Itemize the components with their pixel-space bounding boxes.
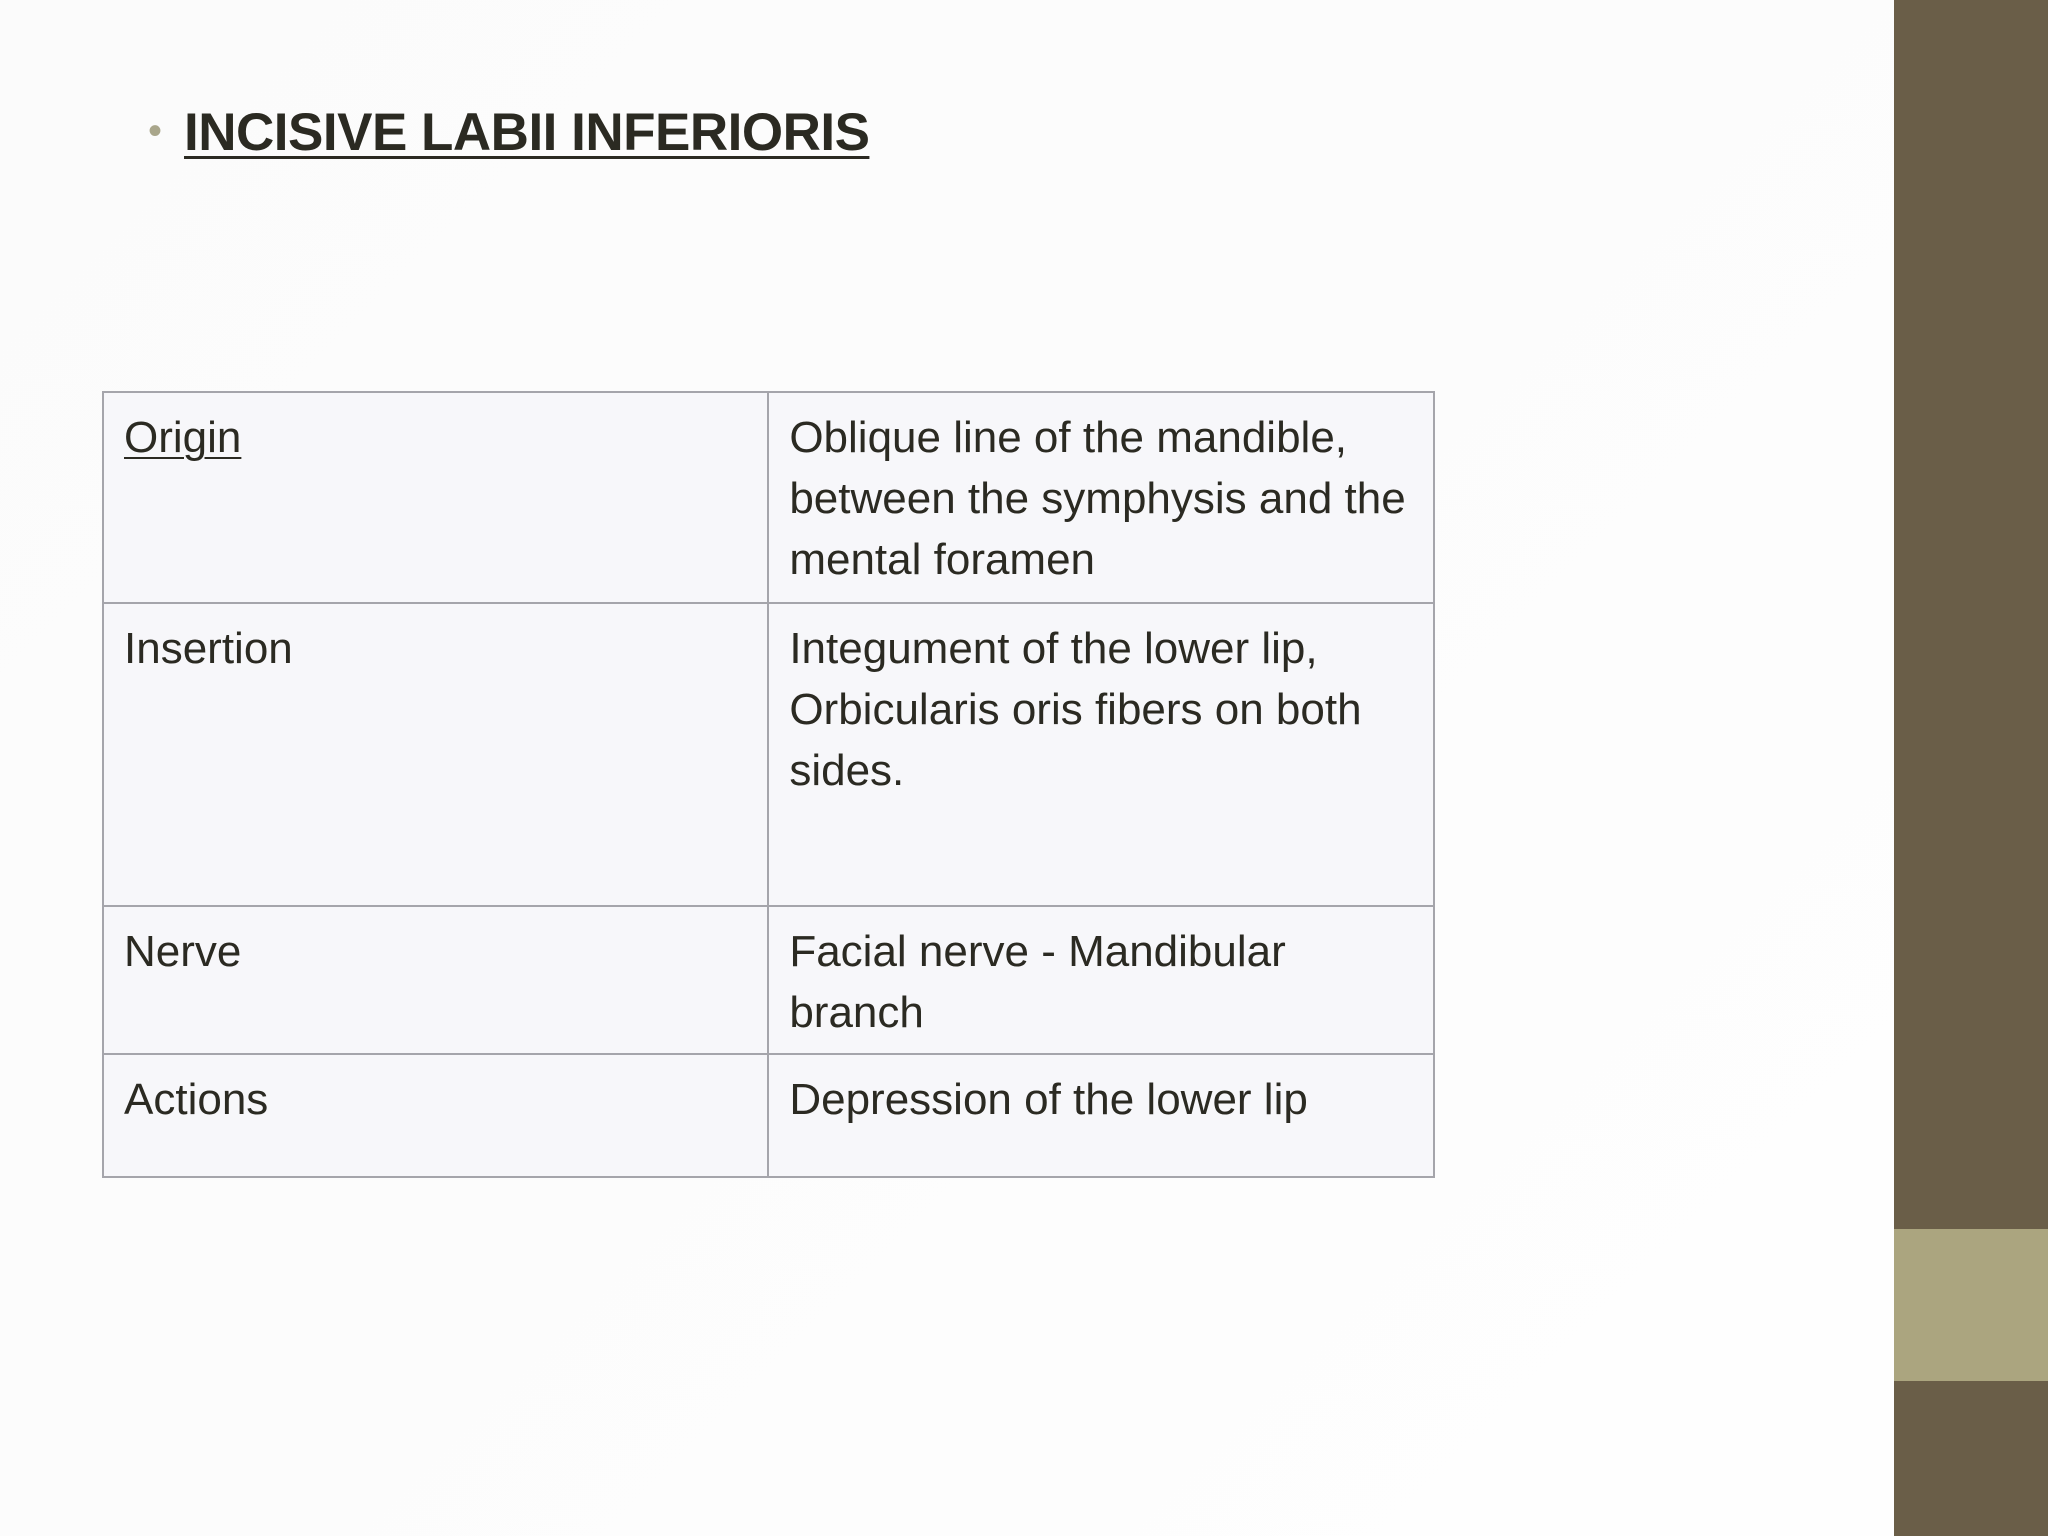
row-value-nerve: Facial nerve - Mandibular branch [768,906,1434,1054]
table-row-insertion [103,603,1434,906]
bullet-icon: • [148,108,163,153]
slide-title: INCISIVE LABII INFERIORIS [184,103,870,162]
table-row-nerve [103,906,1434,1054]
table-cell-label [103,392,768,603]
table-row-actions [103,1054,1434,1177]
row-label-insertion: Insertion [103,603,768,906]
muscle-info-table [102,391,1435,1178]
row-value-actions: Depression of the lower lip [768,1054,1434,1177]
right-band-accent-block [1894,1229,2048,1381]
row-value-insertion: Integument of the lower lip, Orbicularis oris fibers on both sides. [768,603,1434,906]
table-row-origin [103,392,1434,603]
row-label-nerve: Nerve [103,906,768,1054]
row-label-origin: Origin [124,413,242,462]
row-label-actions: Actions [103,1054,768,1177]
title-row [148,102,869,163]
row-value-origin: Oblique line of the mandible, between the symphysis and the mental foramen [768,392,1434,603]
